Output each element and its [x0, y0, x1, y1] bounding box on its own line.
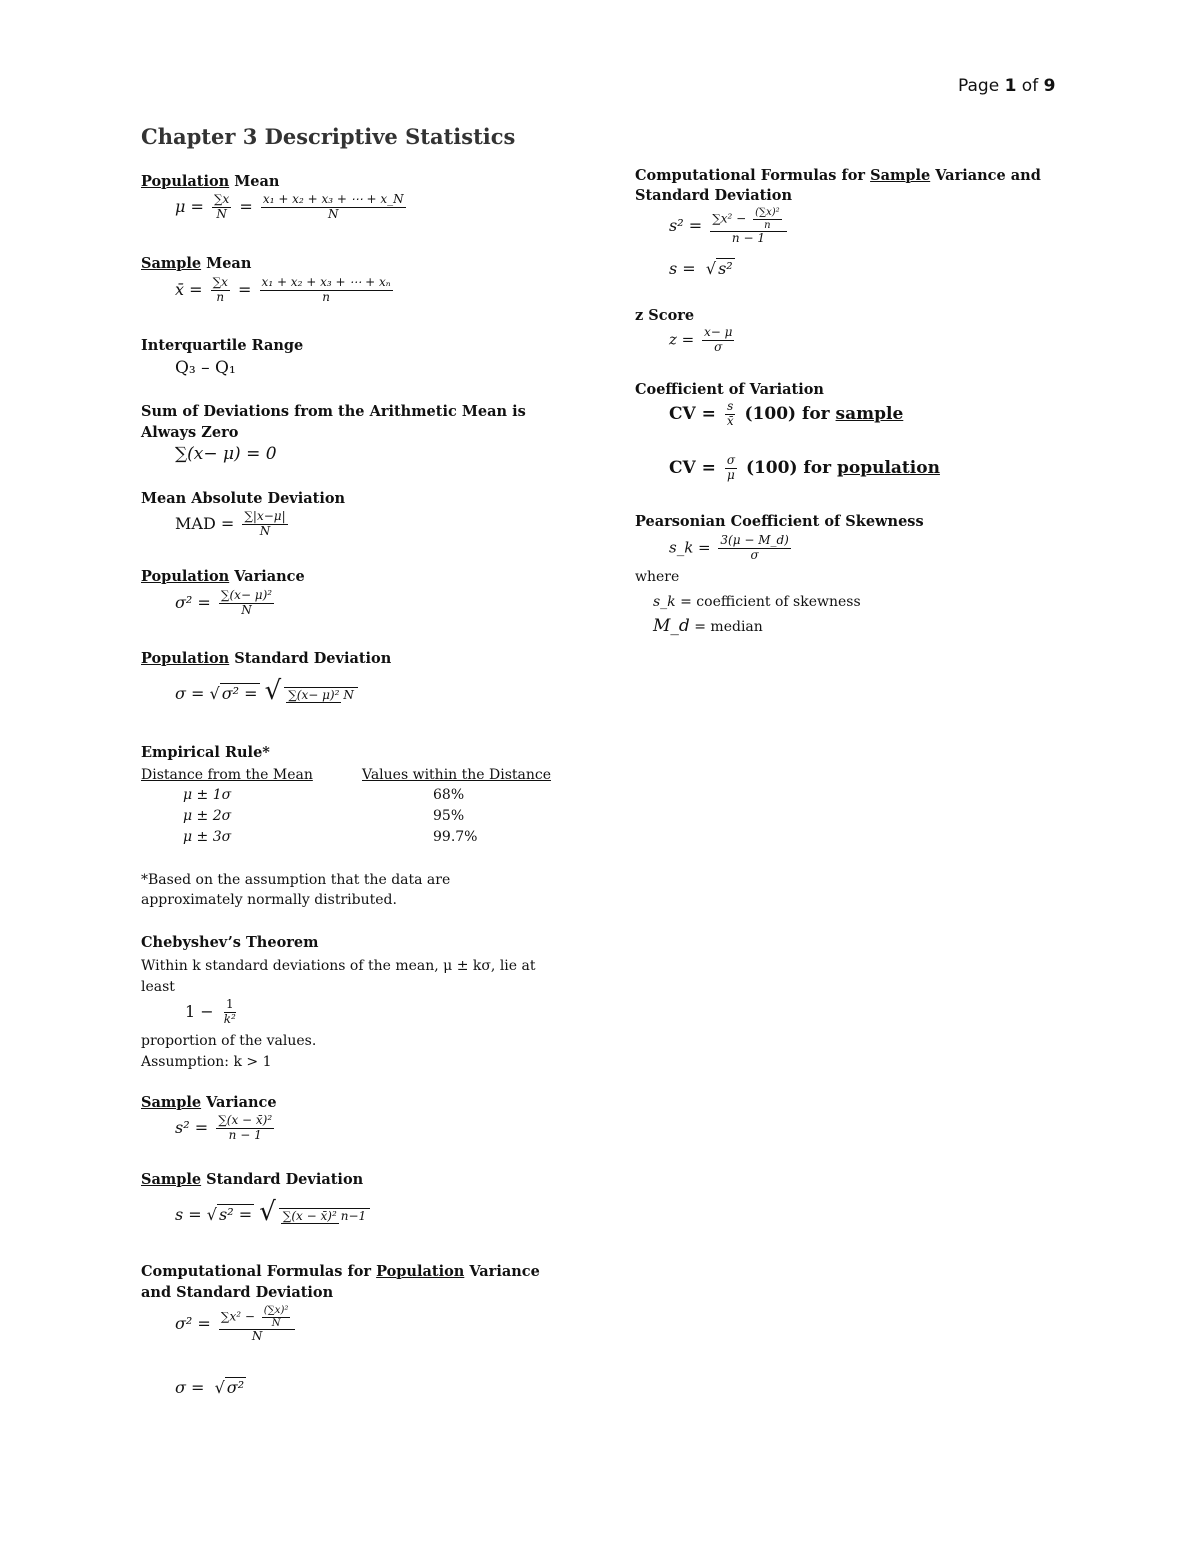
page-number: Page 1 of 9 [958, 76, 1056, 96]
empirical-rule-heading: Empirical Rule* [141, 744, 270, 761]
sample-sd-formula: s = √ s² = √ ∑(x − x̄)² n−1 [175, 1197, 373, 1227]
empirical-col-distance: Distance from the Mean [141, 767, 313, 783]
skewness-def-sk: s_k = coefficient of skewness [653, 594, 861, 610]
population-mean-heading: Population Mean [141, 173, 280, 190]
cv-sample-formula: CV = $\frac{s}{x̄}$ (100) for sample [669, 399, 904, 428]
sample-mean-formula: x̄ = $\frac{\sum x}{n}$ = $\frac{\text{x₁ + x₂ + x₃ + ⋯ + xₙ}}{n}$ [175, 275, 391, 304]
population-mean-formula: μ = $\frac{\sum x}{N}$ = $\frac{\text{x₁ + x₂ + x₃ + ⋯ + x\_N}}{N}$ [175, 192, 404, 221]
sum-deviations-formula: ∑(x− μ) = 0 [175, 444, 277, 464]
sum-deviations-heading-line2: Always Zero [141, 424, 239, 441]
zscore-heading: z Score [635, 307, 695, 324]
mad-formula: MAD = $\frac{\sum|x-\mu|}{N}$ [175, 509, 286, 538]
chebyshev-line2: least [141, 979, 175, 995]
iqr-formula: Q₃ – Q₁ [175, 358, 236, 378]
population-variance-heading: Population Variance [141, 568, 305, 585]
skewness-def-md: M_d = median [653, 616, 763, 636]
comp-pop-heading-line2: and Standard Deviation [141, 1284, 334, 1301]
chebyshev-heading: Chebyshev’s Theorem [141, 934, 319, 951]
empirical-note-line1: *Based on the assumption that the data are [141, 872, 451, 888]
chapter-title: Chapter 3 Descriptive Statistics [141, 124, 516, 149]
comp-sample-heading-line2: Standard Deviation [635, 187, 793, 204]
population-sd-heading: Population Standard Deviation [141, 650, 392, 667]
iqr-heading: Interquartile Range [141, 337, 304, 354]
skewness-heading: Pearsonian Coefficient of Skewness [635, 513, 924, 530]
chebyshev-line3: proportion of the values. [141, 1033, 317, 1049]
empirical-col-values: Values within the Distance [362, 767, 552, 783]
empirical-note-line2: approximately normally distributed. [141, 892, 397, 908]
chebyshev-formula: 1 − $\frac{1}{\text{k²}}$ [185, 997, 236, 1026]
comp-sample-heading-line1: Computational Formulas for Sample Variance and [635, 167, 1041, 184]
sample-mean-heading: Sample Mean [141, 255, 252, 272]
sample-variance-formula: s² = $\frac{\text{∑(x − x̄)²}}{n - 1}$ [175, 1113, 273, 1142]
comp-sample-sd-formula: s = √ s² [669, 259, 733, 278]
zscore-formula: z = $\frac{x- \mu}{\sigma}$ [669, 325, 733, 354]
chebyshev-line1: Within k standard deviations of the mean, μ ± kσ, lie at [141, 958, 536, 974]
comp-pop-variance-formula: σ² = ∑x² − $\frac{\text{(∑x)²}}{N}$ N [175, 1305, 298, 1344]
sum-deviations-heading-line1: Sum of Deviations from the Arithmetic Mean is [141, 403, 526, 420]
comp-pop-sd-formula: σ = √ σ² [175, 1378, 245, 1397]
chebyshev-line4: Assumption: k > 1 [141, 1054, 272, 1070]
population-sd-formula: σ = √ σ² = √ ∑(x− μ)² N [175, 676, 361, 706]
cv-population-formula: CV = $\frac{\sigma}{\mu}$ (100) for population [669, 453, 940, 482]
cv-heading: Coefficient of Variation [635, 381, 824, 398]
comp-pop-heading-line1: Computational Formulas for Population Variance [141, 1263, 540, 1280]
sample-variance-heading: Sample Variance [141, 1094, 277, 1111]
skewness-formula: s_k = $\frac{3(\mu - M\_d)}{\sigma}$ [669, 533, 789, 562]
sample-sd-heading: Sample Standard Deviation [141, 1171, 364, 1188]
skewness-where: where [635, 569, 680, 585]
population-variance-formula: σ² = $\frac{\text{∑(x− μ)²}}{N}$ [175, 588, 273, 617]
comp-sample-variance-formula: s² = ∑x² − $\frac{\text{(∑x)²}}{n}$ n − 1 [669, 207, 790, 246]
mad-heading: Mean Absolute Deviation [141, 490, 346, 507]
